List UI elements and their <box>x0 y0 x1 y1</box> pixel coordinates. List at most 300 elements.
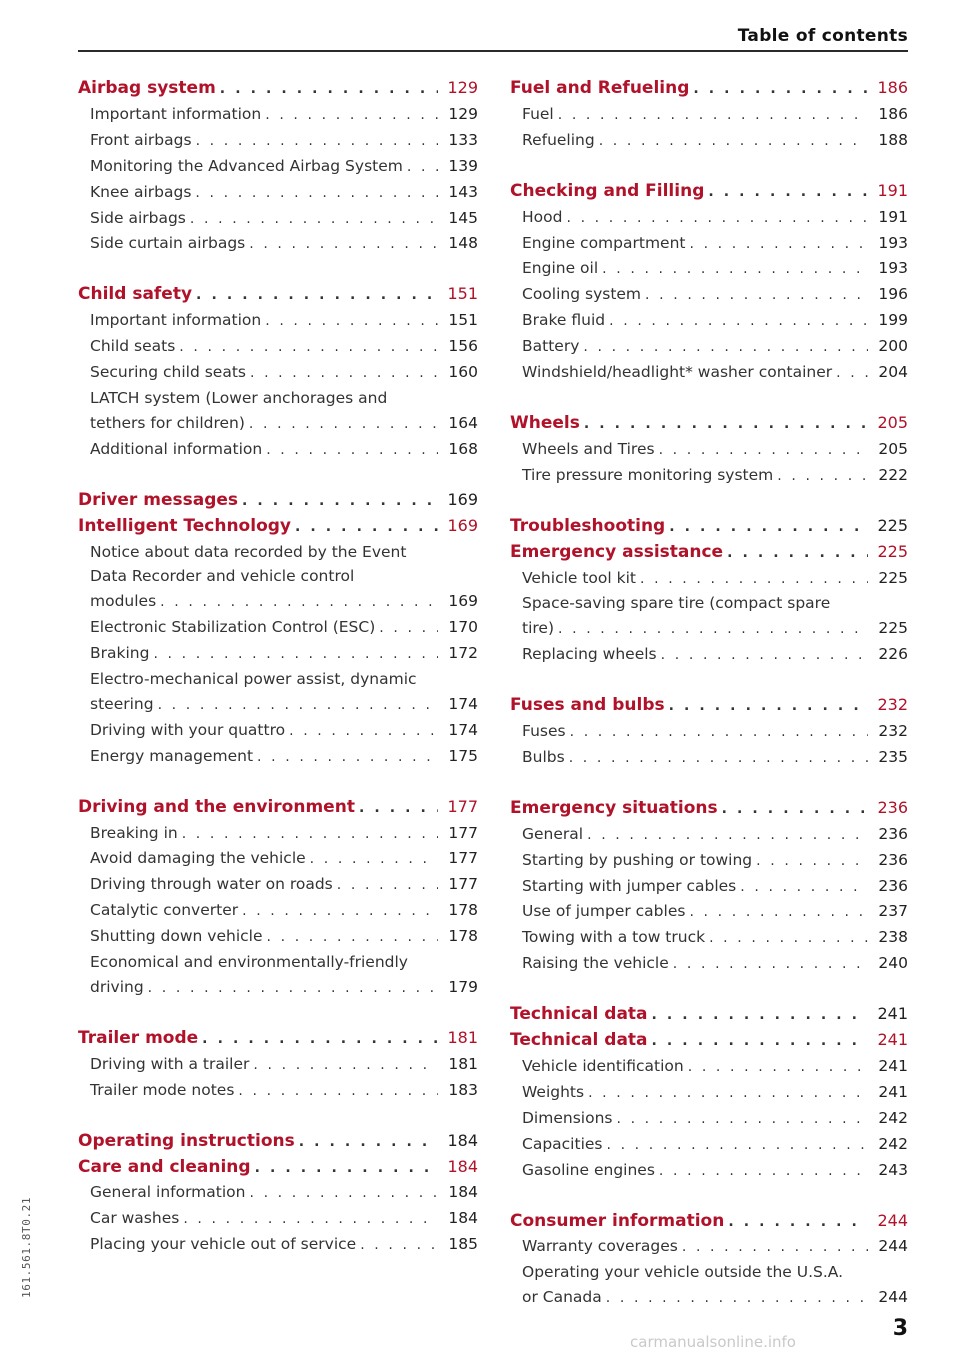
toc-entry-data-recorder-and-vehicle-control <box>78 564 478 589</box>
toc-page-number: 244 <box>878 1288 908 1307</box>
toc-page-number: 148 <box>448 234 478 253</box>
toc-page-number: 184 <box>448 1183 478 1202</box>
toc-entry-vehicle-tool-kit[interactable] <box>510 566 908 592</box>
toc-page-number: 236 <box>878 824 908 843</box>
toc-section-technical-data[interactable] <box>510 1002 908 1028</box>
dot-leader <box>359 796 438 821</box>
dot-leader <box>179 335 438 360</box>
toc-page-number: 186 <box>878 104 908 123</box>
toc-page-number: 226 <box>878 645 908 664</box>
dot-leader <box>257 745 438 770</box>
toc-page-number: 225 <box>877 515 908 535</box>
dot-leader <box>566 206 868 231</box>
toc-entry-important-information[interactable] <box>78 102 478 128</box>
toc-entry-tire-pressure-monitoring-system[interactable] <box>510 463 908 489</box>
dot-leader <box>238 1079 438 1104</box>
toc-page-number: 238 <box>878 928 908 947</box>
toc-entry-breaking-in[interactable] <box>78 821 478 847</box>
toc-entry-additional-information[interactable] <box>78 437 478 463</box>
dot-leader <box>190 207 438 232</box>
dot-leader <box>609 309 868 334</box>
dot-leader <box>587 823 868 848</box>
toc-entry-label: Important information <box>90 311 262 330</box>
dot-leader <box>652 1003 868 1028</box>
toc-section-driving-and-the-environment[interactable] <box>78 795 478 821</box>
toc-section-driver-messages[interactable] <box>78 488 478 514</box>
toc-entry-label: Shutting down vehicle <box>90 927 263 946</box>
toc-page-number: 151 <box>447 284 478 304</box>
toc-page-number: 177 <box>448 875 478 894</box>
toc-entry-label: Battery <box>522 337 580 356</box>
toc-page-number: 168 <box>448 439 478 458</box>
toc-entry-label: Notice about data recorded by the Event <box>90 542 407 561</box>
toc-entry-label: Vehicle identification <box>522 1057 684 1075</box>
toc-page-number: 222 <box>878 465 908 484</box>
toc-section-care-and-cleaning[interactable] <box>78 1155 478 1181</box>
toc-entry-label: Fuel <box>522 104 554 123</box>
toc-entry-label: Hood <box>522 207 563 226</box>
toc-page-number: 184 <box>447 1130 478 1150</box>
page-number: 3 <box>892 1316 908 1341</box>
toc-page-number: 156 <box>448 337 478 356</box>
toc-entry-label: Securing child seats <box>90 363 246 382</box>
toc-entry-catalytic-converter[interactable] <box>78 898 478 924</box>
dot-leader <box>242 489 438 514</box>
toc-page-number: 236 <box>877 797 908 817</box>
toc-section-troubleshooting[interactable] <box>510 514 908 540</box>
toc-page-number: 129 <box>447 78 478 97</box>
toc-entry-gasoline-engines[interactable] <box>510 1158 908 1184</box>
toc-page-number: 174 <box>448 720 478 739</box>
toc-entry-label: Catalytic converter <box>90 901 239 920</box>
toc-section-emergency-situations[interactable] <box>510 796 908 822</box>
toc-entry-knee-airbags[interactable] <box>78 180 478 206</box>
toc-entry-driving-through-water-on-roads[interactable] <box>78 872 478 898</box>
toc-entry-wheels-and-tires[interactable] <box>510 437 908 463</box>
toc-page-number: 193 <box>878 233 908 252</box>
toc-entry-label: Weights <box>522 1082 585 1101</box>
dot-leader <box>249 232 438 257</box>
toc-entry-starting-by-pushing-or-towing[interactable] <box>510 848 908 874</box>
toc-entry-label: Knee airbags <box>90 182 192 201</box>
toc-entry-label: Electronic Stabilization Control (ESC) <box>90 618 376 637</box>
dot-leader <box>249 1181 438 1206</box>
toc-page-number: 240 <box>878 954 908 973</box>
dot-leader <box>689 900 868 925</box>
toc-page-number: 191 <box>878 207 908 226</box>
toc-page-number: 196 <box>878 285 908 304</box>
toc-page-number: 174 <box>448 694 478 713</box>
toc-entry-label: Cooling system <box>522 285 642 304</box>
toc-entry-tethers-for-children[interactable] <box>78 411 478 437</box>
dot-leader <box>727 541 868 566</box>
dot-leader <box>659 438 868 463</box>
dot-leader <box>148 976 438 1001</box>
dot-leader <box>379 616 438 641</box>
toc-entry-driving-with-your-quattro[interactable] <box>78 718 478 744</box>
toc-entry-fuses[interactable] <box>510 719 908 745</box>
toc-entry-label: steering <box>90 694 154 713</box>
toc-entry-braking[interactable] <box>78 641 478 667</box>
toc-entry-label: Brake fluid <box>522 311 606 330</box>
toc-entry-vehicle-identification[interactable] <box>510 1054 908 1080</box>
toc-entry-label: Starting by pushing or towing <box>522 850 753 869</box>
toc-entry-label: modules <box>90 592 157 611</box>
toc-entry-economical-and-environmentally-friendly <box>78 950 478 975</box>
page-header-title: Table of contents <box>737 26 908 46</box>
toc-entry-label: Fuses <box>522 722 566 741</box>
dot-leader <box>182 822 438 847</box>
toc-page-number: 169 <box>447 515 478 535</box>
toc-entry-driving[interactable] <box>78 975 478 1001</box>
toc-section-technical-data[interactable] <box>510 1028 908 1054</box>
dot-leader <box>255 1156 438 1181</box>
toc-page-number: 164 <box>448 413 478 432</box>
toc-entry-electro-mechanical-power-assist-dynamic <box>78 667 478 692</box>
toc-entry-avoid-damaging-the-vehicle[interactable] <box>78 846 478 872</box>
toc-entry-label: Operating instructions <box>78 1130 295 1151</box>
toc-entry-tire[interactable] <box>510 616 908 642</box>
dot-leader <box>722 797 868 822</box>
toc-entry-label: Wheels and Tires <box>522 439 655 458</box>
toc-page-number: 143 <box>448 182 478 201</box>
toc-entry-label: Monitoring the Advanced Airbag System <box>90 156 403 175</box>
toc-entry-label: LATCH system (Lower anchorages and <box>90 388 388 407</box>
toc-entry-securing-child-seats[interactable] <box>78 360 478 386</box>
toc-entry-label: Vehicle tool kit <box>522 568 636 587</box>
dot-leader <box>249 412 438 437</box>
dot-leader <box>160 590 438 615</box>
toc-page-number: 169 <box>447 489 478 509</box>
toc-entry-label: Driving with a trailer <box>90 1054 250 1073</box>
toc-entry-label: General information <box>90 1183 246 1202</box>
toc-entry-use-of-jumper-cables[interactable] <box>510 899 908 925</box>
toc-entry-label: Space-saving spare tire (compact spare <box>522 594 831 613</box>
toc-entry-dimensions[interactable] <box>510 1106 908 1132</box>
dot-leader <box>599 129 868 154</box>
toc-entry-space-saving-spare-tire-compact-spare <box>510 591 908 616</box>
dot-leader <box>659 1159 868 1184</box>
dot-leader <box>220 77 438 102</box>
toc-entry-label: Electro-mechanical power assist, dynamic <box>90 670 417 689</box>
toc-entry-label: Refueling <box>522 130 595 149</box>
toc-entry-important-information[interactable] <box>78 308 478 334</box>
dot-leader <box>570 720 868 745</box>
toc-page-number: 244 <box>877 1210 908 1230</box>
toc-page-number: 243 <box>878 1160 908 1179</box>
toc-entry-label: Driver messages <box>78 489 239 510</box>
dot-leader <box>360 1233 438 1258</box>
toc-entry-label: Important information <box>90 104 262 123</box>
toc-entry-trailer-mode-notes[interactable] <box>78 1078 478 1104</box>
toc-entry-operating-your-vehicle-outside-the-u-s-a <box>510 1260 908 1285</box>
toc-entry-label: Emergency assistance <box>510 541 724 562</box>
dot-leader <box>583 335 868 360</box>
toc-entry-label: Side curtain airbags <box>90 234 246 253</box>
toc-page-number: 184 <box>448 1209 478 1228</box>
dot-leader <box>267 925 439 950</box>
toc-section-consumer-information[interactable] <box>510 1209 908 1235</box>
toc-entry-engine-compartment[interactable] <box>510 231 908 257</box>
toc-section-fuel-and-refueling[interactable] <box>510 76 908 102</box>
toc-entry-car-washes[interactable] <box>78 1206 478 1232</box>
dot-leader <box>640 567 868 592</box>
toc-entry-windshield-headlight-washer-container[interactable] <box>510 360 908 386</box>
toc-entry-electronic-stabilization-control-esc[interactable] <box>78 615 478 641</box>
toc-entry-label: Energy management <box>90 746 254 765</box>
toc-entry-label: Use of jumper cables <box>522 902 686 921</box>
toc-entry-replacing-wheels[interactable] <box>510 642 908 668</box>
toc-page-number: 232 <box>877 695 908 715</box>
toc-entry-label: Side airbags <box>90 208 186 227</box>
dot-leader <box>740 875 868 900</box>
toc-page-number: 242 <box>878 1134 908 1153</box>
toc-section-airbag-system[interactable] <box>78 76 478 102</box>
dot-leader <box>669 515 868 540</box>
toc-entry-label: Child seats <box>90 337 176 356</box>
dot-leader <box>153 642 438 667</box>
toc-entry-label: Trailer mode <box>78 1027 199 1048</box>
toc-entry-weights[interactable] <box>510 1080 908 1106</box>
dot-leader <box>183 1207 438 1232</box>
toc-page-number: 133 <box>448 130 478 149</box>
toc-entry-notice-about-data-recorded-by-the-event <box>78 540 478 565</box>
toc-entry-label: Fuel and Refueling <box>510 78 690 98</box>
dot-leader <box>602 257 868 282</box>
toc-entry-brake-fluid[interactable] <box>510 308 908 334</box>
dot-leader <box>682 1235 868 1260</box>
toc-entry-label: General <box>522 824 584 843</box>
toc-page-number: 225 <box>877 541 908 561</box>
toc-page-number: 185 <box>448 1235 478 1254</box>
toc-entry-label: Car washes <box>90 1209 180 1228</box>
toc-entry-energy-management[interactable] <box>78 744 478 770</box>
toc-left-column <box>78 76 478 1258</box>
toc-page-number: 242 <box>878 1108 908 1127</box>
dot-leader <box>606 1133 868 1158</box>
toc-entry-raising-the-vehicle[interactable] <box>510 951 908 977</box>
toc-entry-label: Starting with jumper cables <box>522 876 737 895</box>
toc-entry-placing-your-vehicle-out-of-service[interactable] <box>78 1232 478 1258</box>
toc-page-number: 205 <box>878 439 908 458</box>
toc-entry-latch-system-lower-anchorages-and <box>78 386 478 411</box>
toc-entry-label: Fuses and bulbs <box>510 695 665 716</box>
toc-entry-label: Intelligent Technology <box>78 515 291 536</box>
toc-entry-shutting-down-vehicle[interactable] <box>78 924 478 950</box>
dot-leader <box>266 438 438 463</box>
toc-page-number: 244 <box>878 1237 908 1256</box>
dot-leader <box>299 1130 438 1155</box>
toc-page-number: 241 <box>877 1030 908 1050</box>
toc-entry-capacities[interactable] <box>510 1132 908 1158</box>
dot-leader <box>196 129 438 154</box>
dot-leader <box>588 1081 868 1106</box>
dot-leader <box>669 694 868 719</box>
toc-page-number: 241 <box>878 1057 908 1075</box>
toc-right-column <box>510 76 908 1311</box>
side-document-code: 161.561.8T0.21 <box>20 1196 33 1298</box>
toc-entry-or-canada[interactable] <box>510 1285 908 1311</box>
dot-leader <box>688 1055 868 1080</box>
toc-page-number: 181 <box>448 1054 478 1073</box>
toc-entry-cooling-system[interactable] <box>510 282 908 308</box>
toc-entry-child-seats[interactable] <box>78 334 478 360</box>
toc-entry-side-airbags[interactable] <box>78 206 478 232</box>
toc-page-number: 183 <box>448 1080 478 1099</box>
dot-leader <box>289 719 438 744</box>
toc-entry-label: Engine oil <box>522 259 599 278</box>
toc-entry-general[interactable] <box>510 822 908 848</box>
toc-entry-label: Technical data <box>510 1004 648 1025</box>
toc-entry-label: Bulbs <box>522 747 565 766</box>
toc-entry-label: Avoid damaging the vehicle <box>90 849 306 868</box>
toc-entry-label: Trailer mode notes <box>90 1080 235 1099</box>
toc-section-emergency-assistance[interactable] <box>510 540 908 566</box>
dot-leader <box>202 1027 438 1052</box>
toc-page-number: 177 <box>447 796 478 816</box>
dot-leader <box>265 103 438 128</box>
dot-leader <box>337 873 438 898</box>
toc-entry-label: Driving with your quattro <box>90 720 286 739</box>
toc-page-number: 236 <box>878 850 908 869</box>
toc-section-checking-and-filling[interactable] <box>510 179 908 205</box>
toc-page-number: 186 <box>877 78 908 97</box>
toc-page-number: 177 <box>448 849 478 868</box>
dot-leader <box>645 283 868 308</box>
toc-entry-label: or Canada <box>522 1288 602 1307</box>
dot-leader <box>756 849 868 874</box>
toc-entry-driving-with-a-trailer[interactable] <box>78 1052 478 1078</box>
toc-page-number: 241 <box>877 1004 908 1024</box>
toc-entry-modules[interactable] <box>78 589 478 615</box>
dot-leader <box>158 693 438 718</box>
toc-entry-fuel[interactable] <box>510 102 908 128</box>
toc-page-number: 169 <box>448 592 478 611</box>
toc-page-number: 237 <box>878 902 908 921</box>
dot-leader <box>606 1286 868 1311</box>
toc-entry-label: Front airbags <box>90 130 192 149</box>
dot-leader <box>709 926 868 951</box>
dot-leader <box>250 361 438 386</box>
toc-entry-monitoring-the-advanced-airbag-system[interactable] <box>78 154 478 180</box>
toc-entry-steering[interactable] <box>78 692 478 718</box>
toc-section-trailer-mode[interactable] <box>78 1026 478 1052</box>
toc-section-child-safety[interactable] <box>78 282 478 308</box>
toc-entry-label: Operating your vehicle outside the U.S.A. <box>522 1263 844 1282</box>
toc-entry-label: Dimensions <box>522 1108 613 1127</box>
watermark: carmanualsonline.info <box>630 1333 796 1351</box>
toc-entry-label: Gasoline engines <box>522 1160 655 1179</box>
dot-leader <box>407 155 438 180</box>
dot-leader <box>558 617 868 642</box>
toc-entry-label: driving <box>90 978 144 996</box>
toc-entry-label: Windshield/headlight* washer container <box>522 363 833 382</box>
dot-leader <box>616 1107 868 1132</box>
toc-page-number: 172 <box>448 644 478 663</box>
dot-leader <box>295 515 438 540</box>
toc-page-number: 225 <box>878 619 908 638</box>
toc-page-number: 188 <box>878 130 908 149</box>
toc-entry-label: tethers for children) <box>90 413 245 432</box>
toc-page-number: 193 <box>878 259 908 278</box>
toc-entry-label: Additional information <box>90 439 263 458</box>
toc-entry-label: Airbag system <box>78 78 216 98</box>
toc-section-fuses-and-bulbs[interactable] <box>510 693 908 719</box>
toc-page-number: 204 <box>878 363 908 382</box>
dot-leader <box>693 77 868 102</box>
toc-page-number: 181 <box>447 1027 478 1047</box>
toc-entry-label: Checking and Filling <box>510 180 705 201</box>
toc-entry-general-information[interactable] <box>78 1180 478 1206</box>
toc-page-number: 145 <box>448 208 478 227</box>
toc-page-number: 184 <box>447 1156 478 1176</box>
toc-page-number: 235 <box>878 747 908 766</box>
dot-leader <box>689 232 868 257</box>
toc-entry-label: Placing your vehicle out of service <box>90 1235 357 1254</box>
dot-leader <box>265 309 438 334</box>
toc-entry-warranty-coverages[interactable] <box>510 1234 908 1260</box>
toc-entry-refueling[interactable] <box>510 128 908 154</box>
dot-leader <box>569 746 868 771</box>
toc-entry-label: Wheels <box>510 412 580 433</box>
toc-section-wheels[interactable] <box>510 411 908 437</box>
toc-entry-hood[interactable] <box>510 205 908 231</box>
toc-entry-front-airbags[interactable] <box>78 128 478 154</box>
dot-leader <box>652 1029 868 1054</box>
toc-page-number: 205 <box>877 412 908 432</box>
toc-page-number: 178 <box>448 901 478 920</box>
toc-entry-label: Braking <box>90 644 150 663</box>
toc-entry-label: Technical data <box>510 1030 648 1051</box>
toc-page-number: 200 <box>878 337 908 356</box>
toc-entry-label: Driving and the environment <box>78 796 355 817</box>
toc-page-number: 129 <box>448 104 478 123</box>
toc-entry-starting-with-jumper-cables[interactable] <box>510 874 908 900</box>
dot-leader <box>584 412 868 437</box>
toc-entry-towing-with-a-tow-truck[interactable] <box>510 925 908 951</box>
toc-entry-battery[interactable] <box>510 334 908 360</box>
dot-leader <box>558 103 868 128</box>
toc-entry-label: Replacing wheels <box>522 645 657 664</box>
toc-section-intelligent-technology[interactable] <box>78 514 478 540</box>
toc-entry-label: Raising the vehicle <box>522 954 669 973</box>
toc-entry-side-curtain-airbags[interactable] <box>78 231 478 257</box>
toc-entry-engine-oil[interactable] <box>510 256 908 282</box>
dot-leader <box>195 181 438 206</box>
dot-leader <box>708 180 868 205</box>
toc-entry-label: Economical and environmentally-friendly <box>90 953 408 972</box>
toc-page-number: 199 <box>878 311 908 330</box>
toc-entry-label: tire) <box>522 619 554 638</box>
toc-page-number: 178 <box>448 927 478 946</box>
dot-leader <box>728 1210 868 1235</box>
toc-entry-bulbs[interactable] <box>510 745 908 771</box>
toc-page-number: 151 <box>448 311 478 330</box>
toc-entry-label: Emergency situations <box>510 797 718 818</box>
dot-leader <box>242 899 438 924</box>
dot-leader <box>253 1053 438 1078</box>
toc-page-number: 139 <box>448 156 478 175</box>
toc-page-number: 175 <box>448 746 478 765</box>
toc-entry-label: Consumer information <box>510 1210 725 1231</box>
dot-leader <box>661 643 868 668</box>
dot-leader <box>196 283 438 308</box>
dot-leader <box>673 952 868 977</box>
toc-section-operating-instructions[interactable] <box>78 1129 478 1155</box>
toc-entry-label: Driving through water on roads <box>90 875 333 894</box>
toc-entry-label: Towing with a tow truck <box>522 928 706 947</box>
toc-page-number: 177 <box>448 823 478 842</box>
